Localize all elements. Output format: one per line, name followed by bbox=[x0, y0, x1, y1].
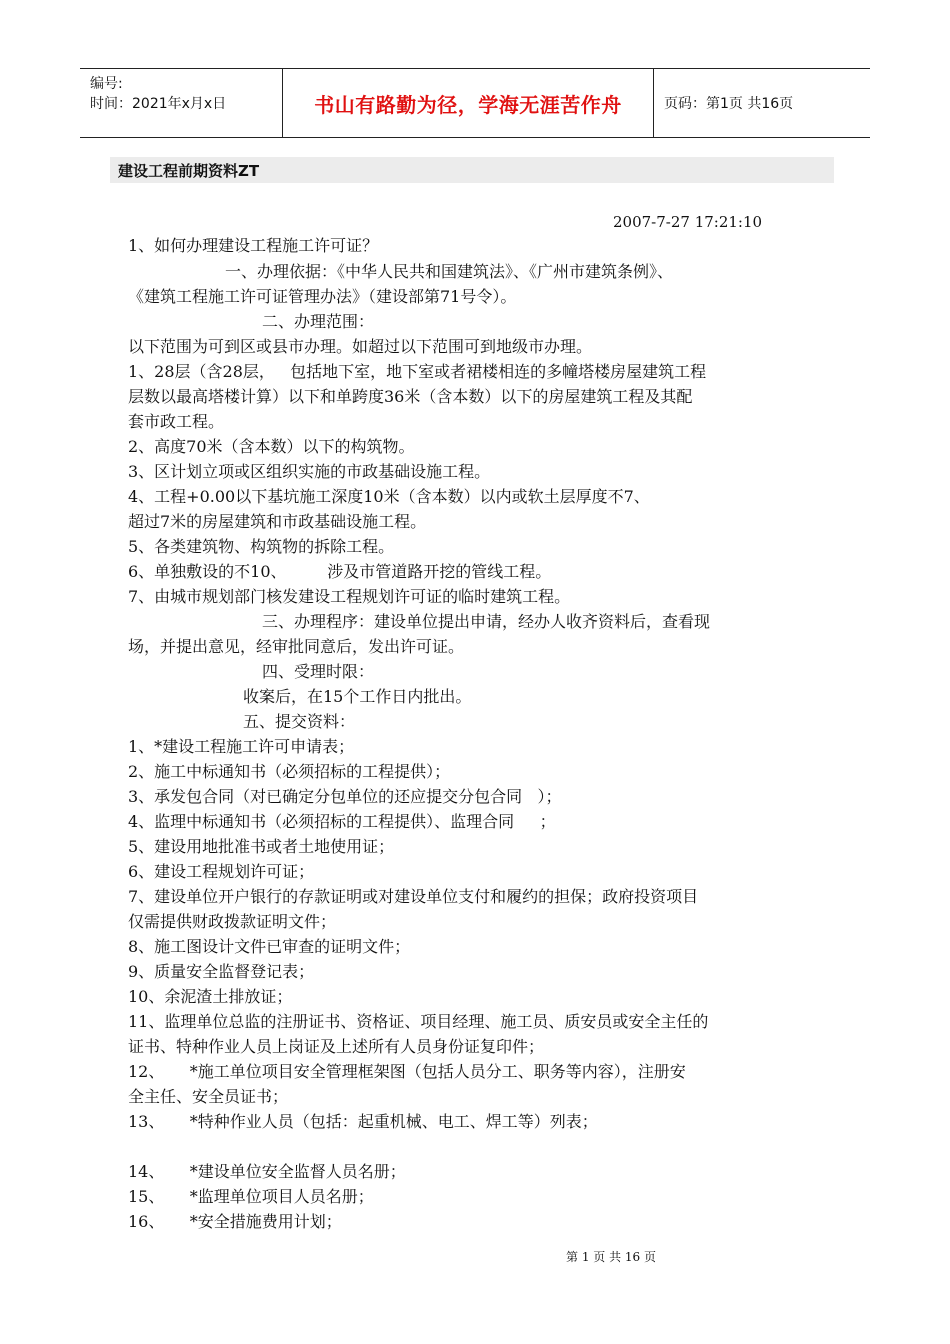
text-line: 三、办理程序：建设单位提出申请，经办人收齐资料后，查看现 bbox=[262, 612, 711, 631]
text-line: 四、受理时限： bbox=[262, 662, 375, 681]
text-line: 仅需提供财政拨款证明文件； bbox=[128, 912, 337, 931]
text-line: 收案后，在15个工作日内批出。 bbox=[243, 687, 472, 706]
text-line: 5、各类建筑物、构筑物的拆除工程。 bbox=[128, 537, 395, 556]
page-footer: 第 1 页 共 16 页 bbox=[566, 1250, 656, 1264]
text-line: 12、 *施工单位项目安全管理框架图（包括人员分工、职务等内容），注册安 bbox=[128, 1062, 686, 1081]
text-line: 8、施工图设计文件已审查的证明文件； bbox=[128, 937, 411, 956]
text-line: 7、建设单位开户银行的存款证明或对建设单位支付和履约的担保；政府投资项目 bbox=[128, 887, 699, 906]
text-line: 3、承发包合同（对已确定分包单位的还应提交分包合同 ）； bbox=[128, 787, 562, 806]
text-line: 二、办理范围： bbox=[262, 312, 375, 331]
text-line: 3、区计划立项或区组织实施的市政基础设施工程。 bbox=[128, 462, 491, 481]
text-line: 1、如何办理建设工程施工许可证？ bbox=[128, 236, 379, 255]
text-line: 4、工程+0.00以下基坑施工深度10米（含本数）以内或软土层厚度不7、 bbox=[128, 487, 650, 506]
text-line: 《建筑工程施工许可证管理办法》（建设部第71号令）。 bbox=[128, 287, 517, 306]
time-label: 时间：2021年x月x日 bbox=[90, 96, 227, 112]
text-line: 层数以最高塔楼计算）以下和单跨度36米（含本数）以下的房屋建筑工程及其配 bbox=[128, 387, 693, 406]
text-line: 套市政工程。 bbox=[128, 412, 225, 431]
timestamp: 2007-7-27 17:21:10 bbox=[613, 213, 763, 231]
text-line: 全主任、安全员证书； bbox=[128, 1087, 289, 1106]
text-line: 五、提交资料： bbox=[243, 712, 356, 731]
text-line: 1、28层（含28层， 包括地下室，地下室或者裙楼相连的多幢塔楼房屋建筑工程 bbox=[128, 362, 707, 381]
motto: 书山有路勤为径，学海无涯苦作舟 bbox=[314, 92, 622, 117]
header-page-cell bbox=[654, 69, 870, 137]
text-line: 15、 *监理单位项目人员名册； bbox=[128, 1187, 374, 1206]
document-title: 建设工程前期资料ZT bbox=[118, 162, 260, 180]
text-line: 证书、特种作业人员上岗证及上述所有人员身份证复印件； bbox=[128, 1037, 545, 1056]
text-line: 10、余泥渣土排放证； bbox=[128, 987, 293, 1006]
text-line: 6、单独敷设的不10、 涉及市管道路开挖的管线工程。 bbox=[128, 562, 552, 581]
text-line: 2、高度70米（含本数）以下的构筑物。 bbox=[128, 437, 415, 456]
text-line: 1、*建设工程施工许可申请表； bbox=[128, 737, 355, 756]
text-line: 7、由城市规划部门核发建设工程规划许可证的临时建筑工程。 bbox=[128, 587, 571, 606]
document-title-bar bbox=[110, 157, 834, 183]
header-table bbox=[80, 68, 870, 138]
text-line: 9、质量安全监督登记表； bbox=[128, 962, 315, 981]
text-line: 超过7米的房屋建筑和市政基础设施工程。 bbox=[128, 512, 427, 531]
header-motto-cell bbox=[283, 69, 654, 137]
text-line: 11、监理单位总监的注册证书、资格证、项目经理、施工员、质安员或安全主任的 bbox=[128, 1012, 709, 1031]
text-line: 14、 *建设单位安全监督人员名册； bbox=[128, 1162, 406, 1181]
header-meta-cell bbox=[80, 69, 283, 137]
text-line: 场，并提出意见，经审批同意后，发出许可证。 bbox=[128, 637, 465, 656]
text-line: 13、 *特种作业人员（包括：起重机械、电工、焊工等）列表； bbox=[128, 1112, 598, 1131]
text-line: 以下范围为可到区或县市办理。如超过以下范围可到地级市办理。 bbox=[128, 337, 593, 356]
text-line: 5、建设用地批准书或者土地使用证； bbox=[128, 837, 395, 856]
text-line: 2、施工中标通知书（必须招标的工程提供）； bbox=[128, 762, 451, 781]
text-line: 16、 *安全措施费用计划； bbox=[128, 1212, 342, 1231]
text-line: 6、建设工程规划许可证； bbox=[128, 862, 315, 881]
number-label: 编号: bbox=[90, 76, 123, 92]
page-info: 页码：第1页 共16页 bbox=[664, 96, 794, 112]
text-line: 4、监理中标通知书（必须招标的工程提供）、监理合同 ； bbox=[128, 812, 556, 831]
text-line: 一、办理依据：《中华人民共和国建筑法》、《广州市建筑条例》、 bbox=[225, 262, 674, 281]
